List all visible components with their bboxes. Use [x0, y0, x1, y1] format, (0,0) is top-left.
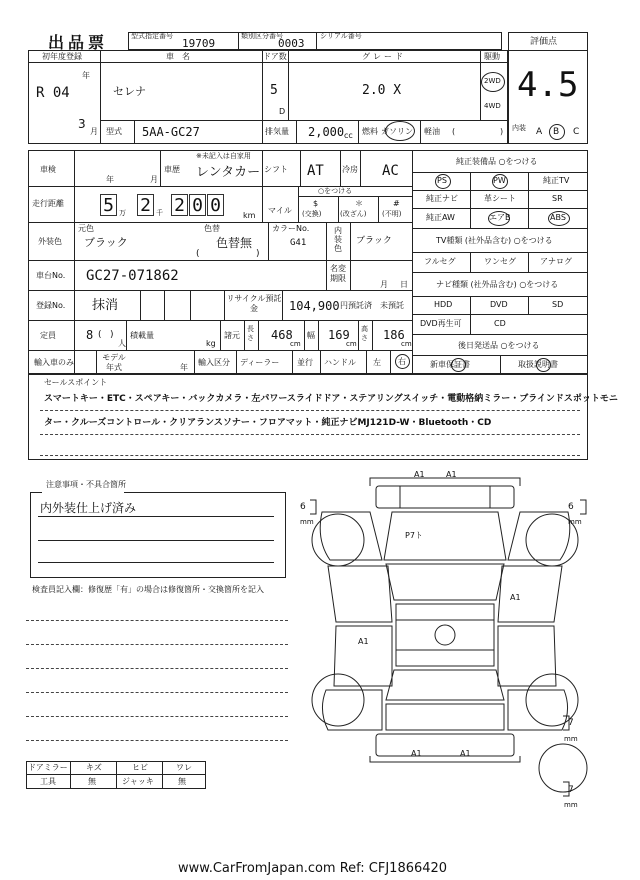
- drive-2wd: 2WD: [484, 77, 501, 85]
- diagram-mark-a1-rear-right: A1: [460, 749, 471, 758]
- diagram-mark-a1-front-right: A1: [446, 470, 457, 479]
- diagram-mark-a1-front-left: A1: [414, 470, 425, 479]
- first-reg-month: 3: [78, 117, 86, 131]
- tamper-label: ＊: [355, 199, 363, 208]
- model-year-unit: 年: [180, 363, 188, 372]
- interior-label: 内装: [512, 124, 526, 132]
- light-oil-bracket: (: [452, 127, 456, 136]
- tamper-sub: (改ざん): [340, 210, 367, 218]
- notes-label: 注意事項・不具合箇所: [46, 480, 126, 489]
- capacity-bracket: (: [98, 330, 102, 340]
- shaken-label: 車検: [40, 165, 56, 174]
- handle-label: ハンドル: [324, 358, 356, 367]
- name-change-day: 日: [400, 280, 408, 289]
- import-cat-label: 輸入区分: [198, 358, 230, 367]
- paint-label: 色替: [204, 224, 220, 233]
- tire-fl-value: 6: [300, 502, 306, 512]
- parallel-label: 並行: [297, 358, 313, 367]
- tire-rr-value: 7: [568, 785, 574, 795]
- inspector-label: 検査員記入欄：修復歴「有」の場合は修復箇所・交換箇所を記入: [32, 585, 264, 594]
- mileage-digit-5: 0: [207, 194, 224, 216]
- paint-bracket-close: ): [256, 249, 260, 259]
- width-unit: cm: [346, 340, 357, 348]
- displacement-value: 2,000: [308, 125, 345, 139]
- mileage-digit-4: 0: [189, 194, 206, 216]
- tire-fr-unit: mm: [568, 518, 582, 526]
- first-reg-year-unit: 年: [82, 71, 90, 80]
- equip-leather: 革シート: [484, 194, 516, 203]
- capacity-value: 8: [86, 328, 94, 342]
- mile-circle-note: ○をつける: [318, 187, 353, 195]
- car-name-value: セレナ: [113, 85, 146, 98]
- sales-line-2: ター・クルーズコントロール・クリアランスソナー・フロアマット・純正ナビMJ121D-W・Bluetooth・CD: [44, 418, 492, 428]
- capacity-bracket-close: ): [110, 330, 114, 340]
- width-label: 幅: [307, 331, 315, 340]
- footer-watermark: www.CarFromJapan.com Ref: CFJ1866420: [178, 861, 448, 876]
- acc-header-mirror: ドアミラー: [28, 763, 68, 772]
- tv-title: TV種類 (社外品含む) ○をつける: [436, 236, 553, 245]
- size-label: 諸元: [224, 331, 240, 340]
- orig-color-value: ブラック: [84, 236, 128, 249]
- doors-suffix: D: [279, 107, 286, 116]
- later-warranty: 新車保証書: [430, 360, 470, 369]
- category-value: 0003: [278, 37, 305, 50]
- equip-genuine-navi: 純正ナビ: [426, 194, 458, 203]
- height-value: 186: [383, 328, 405, 342]
- mileage-digit-3: 2: [171, 194, 188, 216]
- navi-sd: SD: [552, 300, 564, 309]
- equip-abs: ABS: [550, 213, 566, 222]
- acc-header-break: ワレ: [176, 763, 192, 772]
- type-label: 型式: [106, 127, 122, 136]
- navi-hdd: HDD: [434, 300, 453, 309]
- color-no-value: G41: [290, 238, 307, 248]
- reg-label: 登録No.: [36, 301, 66, 310]
- color-label: 外装色: [38, 237, 62, 246]
- paint-bracket: (: [196, 249, 200, 259]
- shaken-year-unit: 年: [106, 175, 114, 184]
- tv-oneseg: ワンセグ: [484, 257, 516, 266]
- exchange-label: $: [313, 199, 319, 208]
- drive-label: 駆動: [484, 52, 500, 61]
- car-name-label: 車 名: [166, 52, 190, 61]
- recycle-paid: 円預託済: [340, 301, 372, 310]
- navi-dvd: DVD: [490, 300, 508, 309]
- doors-value: 5: [270, 83, 278, 98]
- equip-sr: SR: [552, 194, 563, 203]
- tv-analog: アナログ: [540, 257, 572, 266]
- width-value: 169: [328, 328, 350, 342]
- notes-value: 内外装仕上げ済み: [40, 501, 137, 515]
- recycle-unpaid: 未預託: [380, 301, 404, 310]
- name-change-label: 名変期限: [330, 264, 346, 283]
- history-note: ※未記入は自家用: [196, 152, 251, 160]
- unknown-sub: (不明): [382, 210, 402, 218]
- recycle-value: 104,900: [289, 299, 340, 313]
- type-value: 5AA-GC27: [142, 125, 200, 139]
- right-label: 右: [398, 357, 406, 366]
- doc-title: 出品票: [48, 33, 109, 52]
- dvd-playback: DVD再生可: [420, 319, 462, 328]
- score-value: 4.5: [517, 65, 579, 105]
- load-unit: kg: [206, 339, 216, 348]
- exchange-sub: (交換): [302, 210, 322, 218]
- height-label: 高さ: [361, 325, 368, 342]
- shift-value: AT: [307, 163, 324, 179]
- recycle-label: リサイクル預託金: [226, 294, 282, 313]
- equip-genuine-tv: 純正TV: [543, 176, 570, 185]
- displacement-label: 排気量: [265, 127, 289, 136]
- score-label: 評価点: [530, 37, 558, 47]
- aircon-label: 冷房: [342, 165, 358, 174]
- acc-jack: ジャッキ: [122, 777, 154, 786]
- first-reg-label: 初年度登録: [42, 52, 82, 61]
- height-unit: cm: [401, 340, 412, 348]
- acc-jack-value: 無: [178, 777, 186, 786]
- equip-pw: PW: [493, 176, 506, 185]
- color-no-label: カラーNo.: [272, 224, 310, 233]
- later-manual: 取扱説明書: [518, 360, 558, 369]
- light-oil-bracket-close: ): [500, 127, 504, 136]
- grade-value: 2.0 X: [362, 83, 402, 98]
- mileage-digit-1: 5: [100, 194, 117, 216]
- tv-fullseg: フルセグ: [424, 257, 456, 266]
- mileage-sen: 千: [156, 209, 163, 217]
- first-reg-year: R 04: [36, 85, 70, 101]
- sales-block: [28, 374, 588, 460]
- acc-tools: 工具: [40, 777, 56, 786]
- reg-value: 抹消: [92, 298, 119, 313]
- int-color-label: 内装色: [334, 226, 342, 253]
- chassis-label: 車台No.: [36, 271, 66, 280]
- mile-label: マイル: [268, 206, 292, 215]
- left-label: 左: [373, 358, 381, 367]
- equip-genuine-aw: 純正AW: [426, 213, 455, 222]
- sales-line-1: スマートキー・ETC・スペアキー・バックカメラ・左パワースライドドア・ステアリングスイッチ・電動格納ミラー・ブラインドスポットモニ: [44, 394, 618, 404]
- displacement-unit: cc: [344, 131, 353, 140]
- import-label: 輸入車のみ: [34, 358, 74, 367]
- diagram-mark-a1-left-door: A1: [358, 637, 369, 646]
- category-label: 類別区分番号: [241, 32, 283, 40]
- tire-fl-unit: mm: [300, 518, 314, 526]
- equip-ps: PS: [437, 176, 447, 185]
- navi-cd: CD: [494, 319, 506, 328]
- tire-rr-unit: mm: [564, 801, 578, 809]
- capacity-unit: 人: [118, 339, 126, 348]
- dealer-label: ディーラー: [240, 358, 280, 367]
- sales-label: セールスポイント: [44, 378, 108, 387]
- history-value: レンタカー: [196, 165, 261, 180]
- history-label: 車歴: [164, 165, 180, 174]
- navi-title: ナビ種類 (社外品含む) ○をつける: [436, 280, 559, 289]
- diagram-mark-a1-rear-left: A1: [411, 749, 422, 758]
- paint-value: 色替無: [216, 236, 253, 250]
- fuel-label: 燃料: [362, 127, 378, 136]
- unknown-label: #: [393, 199, 400, 208]
- tire-rl-unit: mm: [564, 735, 578, 743]
- equip-airbag: エアB: [489, 213, 511, 222]
- shift-label: シフト: [264, 165, 288, 174]
- first-reg-month-unit: 月: [90, 127, 98, 136]
- name-change-month: 月: [380, 280, 388, 289]
- serial-label: シリアル番号: [320, 32, 362, 40]
- int-color-value: ブラック: [356, 236, 392, 246]
- light-oil-label: 軽油: [424, 127, 440, 136]
- tire-rl-value: 7: [568, 718, 574, 728]
- model-cert-label: 型式指定番号: [131, 32, 173, 40]
- load-label: 積載量: [130, 331, 154, 340]
- genuine-title: 純正装備品 ○をつける: [456, 157, 538, 166]
- acc-header-crack: ヒビ: [132, 763, 148, 772]
- length-value: 468: [271, 328, 293, 342]
- capacity-label: 定員: [40, 331, 56, 340]
- shaken-month-unit: 月: [150, 175, 158, 184]
- fuel-value: ガソリン: [381, 127, 413, 136]
- mileage-label: 走行距離: [32, 199, 64, 208]
- diagram-mark-a1-right-door: A1: [510, 593, 521, 602]
- acc-tools-value: 無: [88, 777, 96, 786]
- tire-fr-value: 6: [568, 502, 574, 512]
- length-label: 長さ: [247, 325, 254, 342]
- model-year-label: モデル年式: [102, 353, 126, 372]
- interior-a: A: [536, 127, 543, 137]
- later-title: 後日発送品 ○をつける: [458, 341, 540, 350]
- doors-label: ドア数: [263, 52, 287, 61]
- interior-b: B: [553, 127, 560, 137]
- length-unit: cm: [290, 340, 301, 348]
- grade-label: グレード: [362, 52, 406, 61]
- chassis-value: GC27-071862: [86, 268, 179, 284]
- diagram-mark-p7: P7ト: [405, 531, 423, 540]
- mileage-unit: km: [243, 211, 256, 220]
- model-cert-value: 19709: [182, 37, 216, 50]
- orig-color-label: 元色: [78, 224, 94, 233]
- mileage-digit-2: 2: [137, 194, 154, 216]
- interior-c: C: [573, 127, 580, 137]
- drive-4wd: 4WD: [484, 102, 501, 110]
- mileage-man: 万: [119, 209, 126, 217]
- acc-header-scratch: キズ: [86, 763, 102, 772]
- aircon-value: AC: [382, 163, 399, 179]
